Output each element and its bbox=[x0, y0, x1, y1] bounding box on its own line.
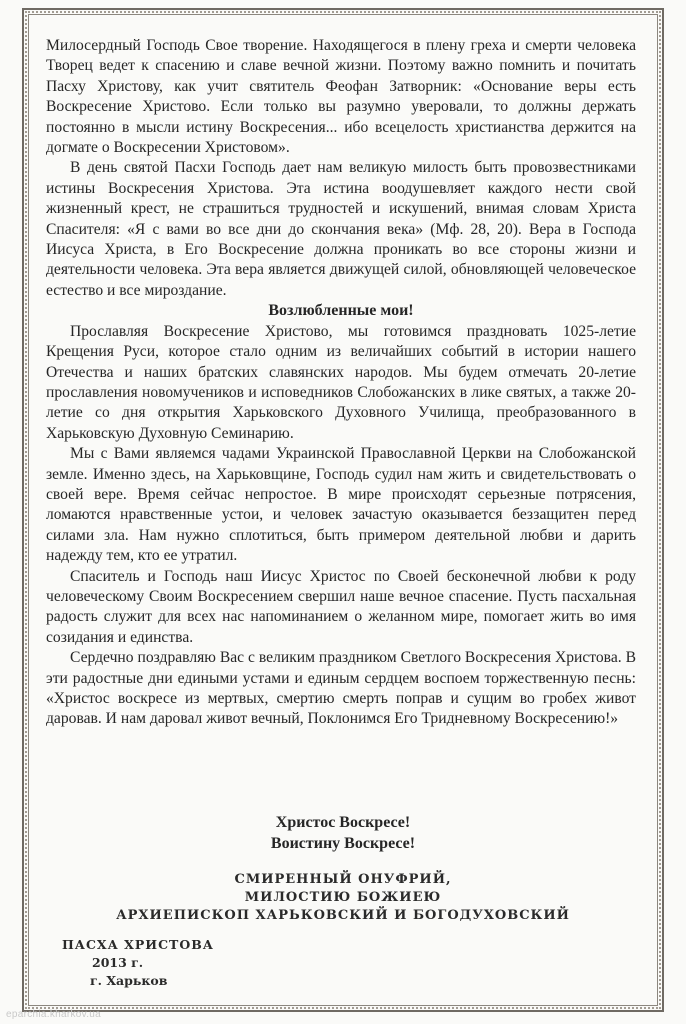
watermark-text: eparchia.kharkov.ua bbox=[6, 1009, 102, 1020]
dateline-city: г. Харьков bbox=[90, 973, 168, 988]
greeting-line-2: Воистину Воскресе! bbox=[270, 835, 416, 852]
greeting-line-1: Христос Воскресе! bbox=[275, 814, 411, 831]
paragraph-2: В день святой Пасхи Господь дает нам великую милость быть провозвестниками истины Воскресения Христова. Эта истина воодушевляет каждого нести свой жизненный крест, не страшиться трудностей и искушений, внимая словам Христа Спасителя: «Я с вами во все дни до скончания века» (Мф. 28, 20). Вера в Господа Иисуса Христа, в Его Воскресение должна проникать во все стороны жизни и деятельности человека. Эта вера является движущей силой, обновляющей человеческое естество и все мироздание. bbox=[46, 159, 636, 299]
signature-title-2: АРХИЕПИСКОП ХАРЬКОВСКИЙ И БОГОДУХОВСКИЙ bbox=[116, 908, 570, 923]
dateline-year: 2013 г. bbox=[92, 955, 144, 970]
dateline-feast: ПАСХА ХРИСТОВА bbox=[62, 937, 214, 952]
paragraph-6: Сердечно поздравляю Вас с великим праздником Светлого Воскресения Христова. В эти радостные дни едиными устами и единым сердцем воспоем торжественную песнь: «Христос воскресе из мертвых, смертию смерть поправ и сущим во гробех живот даровав. И нам даровал живот вечный, Поклонимся Его Тридневному Воскресению!» bbox=[46, 649, 636, 728]
signature-title-1: МИЛОСТИЮ БОЖИЕЮ bbox=[244, 890, 442, 905]
signature-name: СМИРЕННЫЙ ОНУФРИЙ, bbox=[234, 872, 452, 887]
letter-body bbox=[46, 36, 636, 730]
paragraph-3: Прославляя Воскресение Христово, мы готовимся праздновать 1025-летие Крещения Руси, которое стало одним из величайших событий в истории нашего Отечества и наших братских славянских народов. Мы будем отмечать 20-летие прославления новомучеников и исповедников Слобожанских в лике святых, а также 20-летие со дня открытия Харьковского Духовного Училища, преобразованного в Харьковскую Духовную Семинарию. bbox=[46, 322, 636, 442]
paragraph-1: Милосердный Господь Свое творение. Находящегося в плену греха и смерти человека Творец ведет к спасению и славе вечной жизни. Поэтому важно помнить и почитать Пасху Христову, как учит святитель Феофан Затворник: «Основание веры есть Воскресение Христово. Если только вы разумно уверовали, то должны держать постоянно в мысли истину Воскресения... ибо всецелость христианства держится на догмате о Воскресении Христовом». bbox=[46, 37, 636, 157]
paragraph-4: Мы с Вами являемся чадами Украинской Православной Церкви на Слобожанской земле. Именно здесь, на Харьковщине, Господь судил нам жить и свидетельствовать о своей вере. Время сейчас непростое. В мире происходят серьезные потрясения, ломаются нравственные устои, и человек зачастую оказывается беззащитен перед силами зла. Нам нужно сплотиться, быть примером деятельной любви и дарить надежду тем, кто ее утратил. bbox=[46, 445, 636, 565]
section-heading: Возлюбленные мои! bbox=[268, 302, 414, 320]
paragraph-5: Спаситель и Господь наш Иисус Христос по Своей бесконечной любви к роду человеческому Своим Воскресением свершил наше вечное спасение. Пусть пасхальная радость служит для всех нас напоминанием о желанном мире, помогает жить во имя созидания и единства. bbox=[46, 567, 636, 646]
dateline bbox=[62, 936, 222, 990]
